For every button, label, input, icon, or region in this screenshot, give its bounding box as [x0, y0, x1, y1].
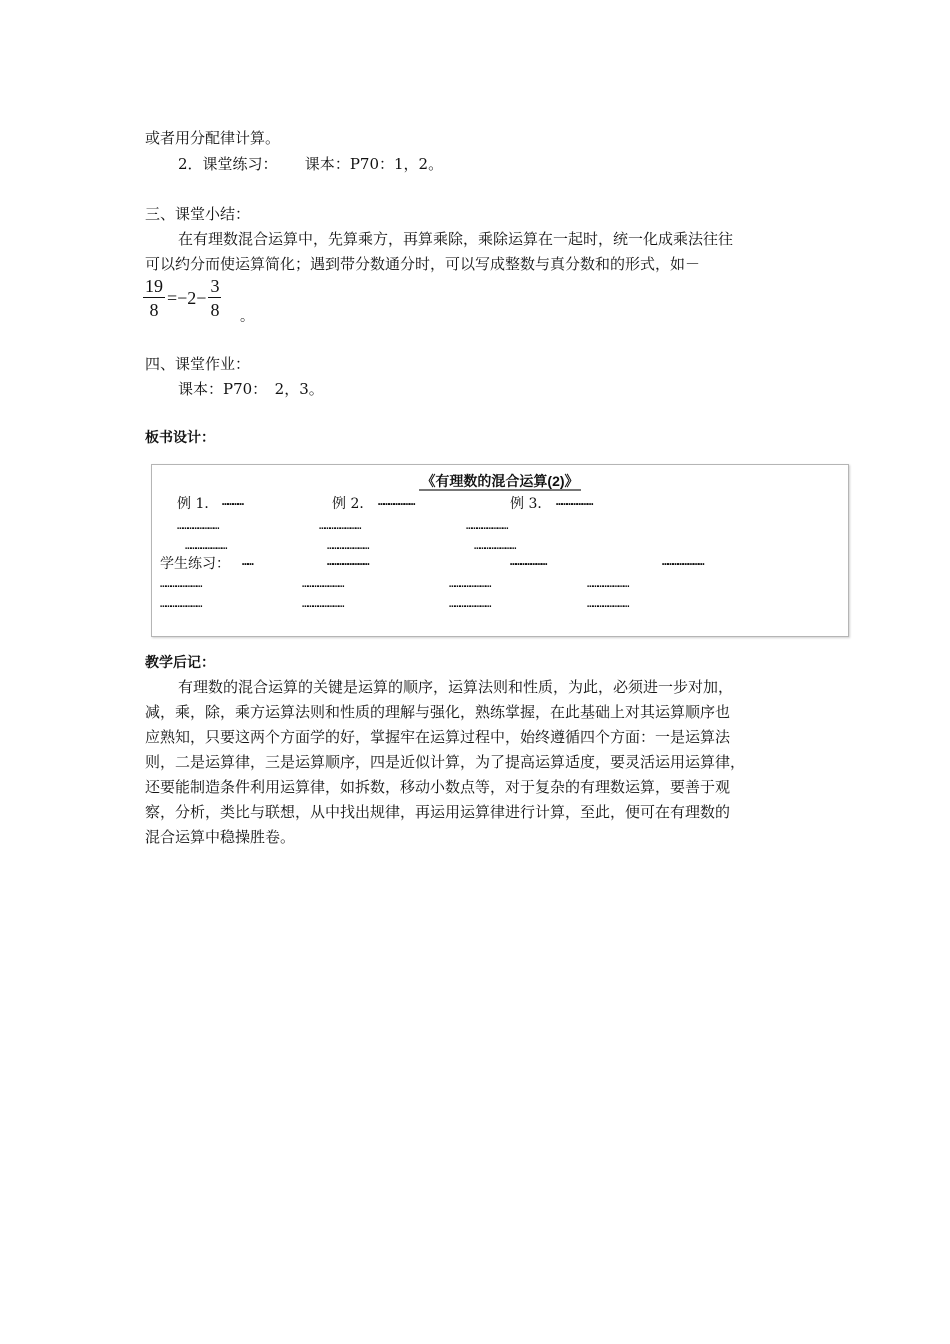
- text-line-summary-2: 可以约分而使运算简化；遇到带分数通分时，可以写成整数与真分数和的形式，如－: [145, 255, 701, 273]
- practice-dots: ……………………: [662, 555, 703, 568]
- fraction-denominator: 8: [210, 300, 220, 320]
- dots-row: ……………………: [177, 519, 218, 532]
- example-1-dots: …………: [222, 495, 243, 508]
- student-practice-label: 学生练习：: [160, 556, 230, 572]
- dots-row: ……………………: [474, 539, 515, 552]
- dots-row: ……………………: [449, 577, 490, 590]
- board-design-box: [151, 464, 849, 637]
- heading-afterword: 教学后记：: [145, 655, 215, 671]
- dots-row: ……………………: [587, 597, 628, 610]
- fraction-numerator: 19: [145, 276, 163, 296]
- practice-dots: ……………………: [327, 555, 368, 568]
- mixed-number-formula: [143, 276, 221, 320]
- afterword-line: 还要能制造条件利用运算律，如拆数，移动小数点等，对于复杂的有理数运算，要善于观: [145, 778, 731, 796]
- heading-board-design: 板书设计：: [145, 430, 215, 446]
- heading-summary: 三、课堂小结：: [145, 205, 251, 223]
- fraction-3-8: [208, 276, 221, 320]
- example-2-dots: …………………: [378, 495, 414, 508]
- heading-homework: 四、课堂作业：: [145, 355, 251, 373]
- example-2-label: 例 2．: [332, 496, 374, 512]
- afterword-line: 有理数的混合运算的关键是运算的顺序，运算法则和性质，为此，必须进一步对加，: [178, 678, 734, 696]
- dots-row: ……………………: [185, 539, 226, 552]
- dots-row: ……………………: [302, 577, 343, 590]
- dots-row: ……………………: [449, 597, 490, 610]
- board-title: 《有理数的混合运算(2)》: [421, 473, 579, 489]
- afterword-line: 则，二是运算律，三是运算顺序，四是近似计算，为了提高运算适度，要灵活运用运算律，: [145, 753, 746, 771]
- dots-row: ……………………: [160, 597, 201, 610]
- example-3-dots: …………………: [556, 495, 592, 508]
- fraction-numerator: 3: [210, 276, 220, 296]
- text-line-homework: 课本：P70： 2，3。: [178, 380, 324, 398]
- example-1-label: 例 1．: [177, 496, 219, 512]
- dots-row: ……………………: [302, 597, 343, 610]
- formula-operator: =−2−: [167, 287, 207, 308]
- text-line-summary-1: 在有理数混合运算中，先算乘方，再算乘除，乘除运算在一起时，统一化成乘法往往: [178, 230, 734, 248]
- formula-period: 。: [240, 309, 254, 325]
- fraction-19-8: [143, 276, 165, 320]
- dots-row: ……………………: [587, 577, 628, 590]
- fraction-denominator: 8: [149, 300, 159, 320]
- text-line-practice: 2．课堂练习： 课本：P70：1，2。: [178, 155, 444, 173]
- text-line-distributive: 或者用分配律计算。: [145, 129, 281, 147]
- afterword-line: 应熟知，只要这两个方面学的好，掌握牢在运算过程中，始终遵循四个方面：一是运算法: [145, 728, 731, 746]
- example-3-label: 例 3．: [510, 496, 552, 512]
- afterword-line: 减，乘，除，乘方运算法则和性质的理解与强化，熟练掌握，在此基础上对其运算顺序也: [145, 703, 731, 721]
- dots-row: ……………………: [466, 519, 507, 532]
- practice-dots: ……: [242, 555, 253, 568]
- afterword-line: 察，分析，类比与联想，从中找出规律，再运用运算律进行计算，至此，便可在有理数的: [145, 803, 731, 821]
- afterword-line: 混合运算中稳操胜卷。: [145, 828, 296, 846]
- dots-row: ……………………: [327, 539, 368, 552]
- dots-row: ……………………: [160, 577, 201, 590]
- practice-dots: …………………: [510, 555, 546, 568]
- dots-row: ……………………: [319, 519, 360, 532]
